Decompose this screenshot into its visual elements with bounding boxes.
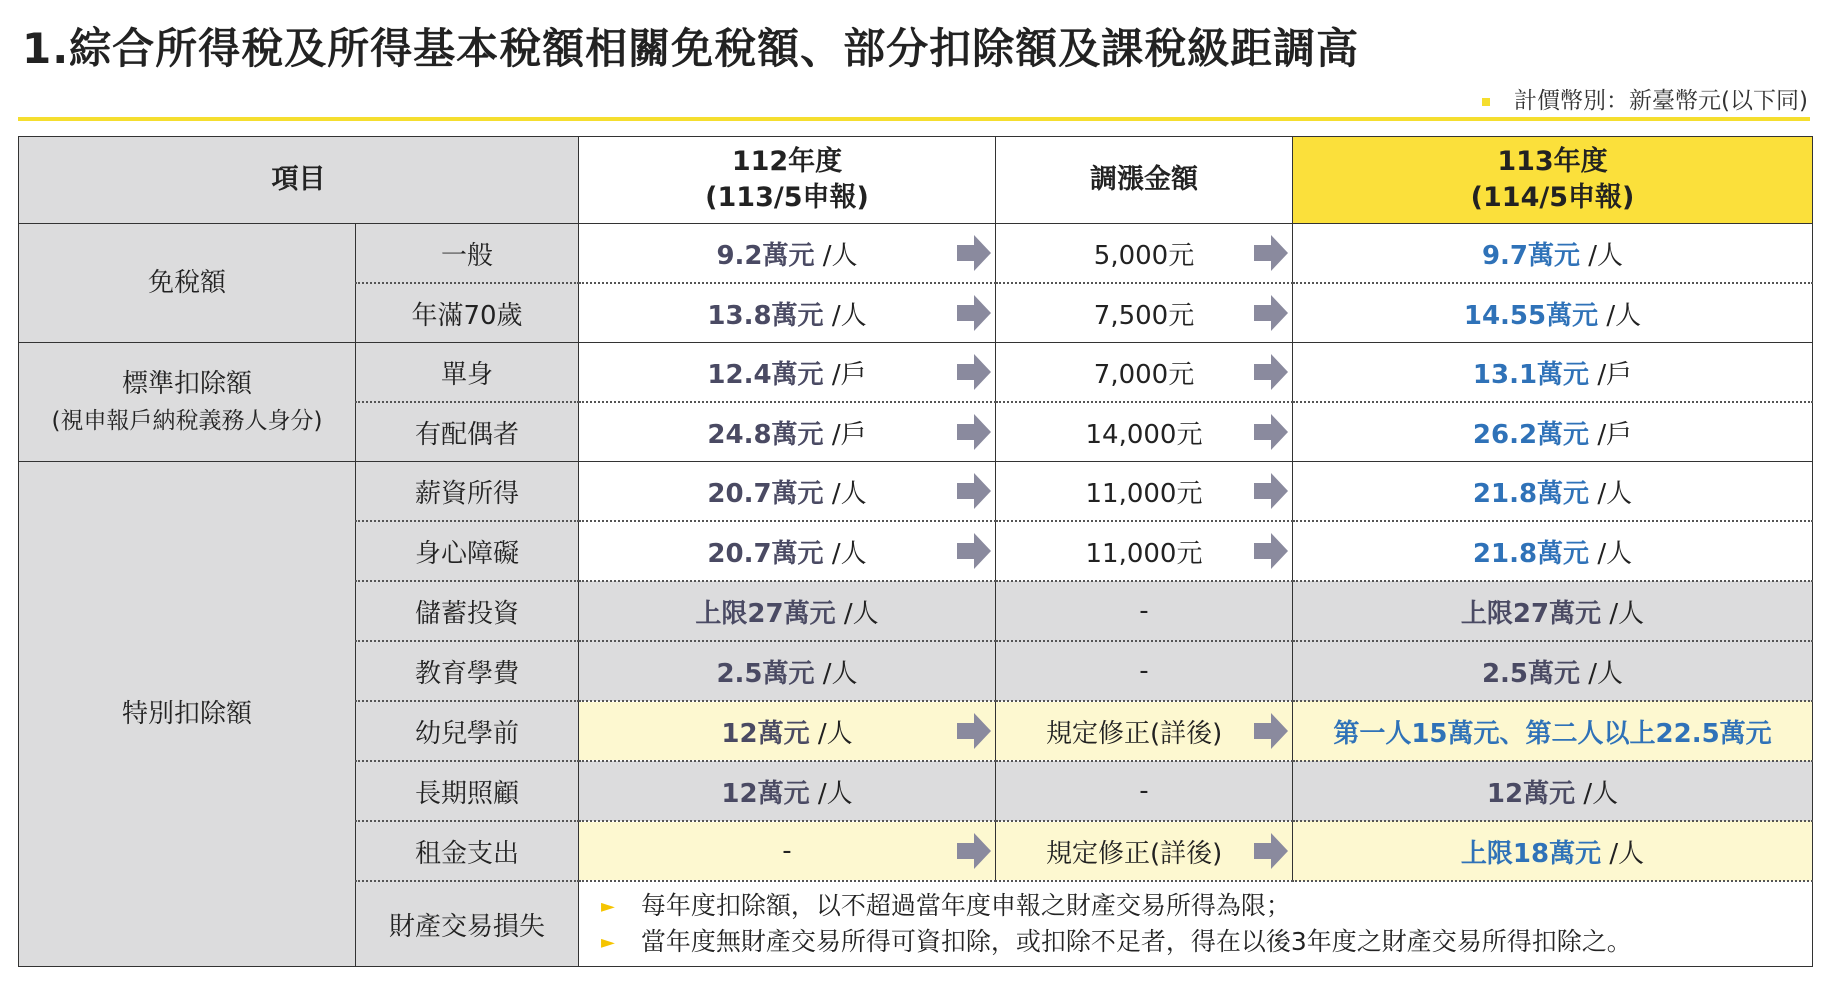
header-112: [579, 137, 996, 224]
row-item-label: 長期照顧: [356, 761, 579, 821]
value-113-amount: 上限27萬元: [1460, 598, 1602, 629]
increase-amount: [996, 641, 1293, 701]
increase-amount: [996, 581, 1293, 641]
value-113-unit: /戶: [1589, 419, 1633, 450]
increase-text: -: [1139, 776, 1149, 806]
value-112: [579, 283, 996, 343]
row-item-label: 單身: [356, 343, 579, 403]
increase-text: 14,000元: [1085, 419, 1203, 450]
increase-text: -: [1139, 656, 1149, 686]
increase-text: 規定修正(詳後): [1046, 838, 1223, 869]
increase-amount: [996, 761, 1293, 821]
header-item: 項目: [19, 137, 579, 224]
right-arrow-icon: [957, 833, 991, 869]
value-112: [579, 402, 996, 462]
value-112-unit: /人: [835, 598, 879, 629]
value-112-unit: /戶: [823, 359, 867, 390]
value-113: [1293, 462, 1813, 522]
value-113-amount: 21.8萬元: [1472, 538, 1590, 569]
increase-amount: [996, 283, 1293, 343]
increase-text: 11,000元: [1085, 538, 1203, 569]
right-arrow-icon: [1254, 235, 1288, 271]
right-arrow-icon: [957, 414, 991, 450]
note-text: 每年度扣除額，以不超過當年度申報之財產交易所得為限；: [640, 890, 1291, 920]
right-arrow-icon: [957, 713, 991, 749]
value-113-unit: /人: [1575, 778, 1619, 809]
value-113-unit: /戶: [1589, 359, 1633, 390]
value-112-unit: /人: [814, 240, 858, 271]
value-113-unit: /人: [1589, 478, 1633, 509]
right-arrow-icon: [1254, 533, 1288, 569]
value-113: [1293, 283, 1813, 343]
value-113-amount: 第一人15萬元、第二人以上22.5萬元: [1333, 718, 1772, 749]
value-113-amount: 26.2萬元: [1472, 419, 1590, 450]
increase-amount: [996, 821, 1293, 881]
increase-amount: [996, 402, 1293, 462]
increase-amount: [996, 521, 1293, 581]
value-113: [1293, 521, 1813, 581]
header-increase: 調漲金額: [996, 137, 1293, 224]
header-113-filing: (114/5申報): [1470, 182, 1635, 213]
right-arrow-icon: [1254, 414, 1288, 450]
value-113: [1293, 761, 1813, 821]
increase-text: 5,000元: [1093, 240, 1195, 271]
value-112-amount: 13.8萬元: [707, 300, 824, 331]
value-112: [579, 581, 996, 641]
value-112-unit: /人: [809, 778, 853, 809]
currency-note: [1482, 82, 1808, 115]
value-112: [579, 462, 996, 522]
right-arrow-icon: [957, 295, 991, 331]
row-item-label: 年滿70歲: [356, 283, 579, 343]
value-112-amount: 20.7萬元: [707, 538, 824, 569]
note-line: [601, 888, 1812, 924]
right-arrow-icon: [957, 235, 991, 271]
value-112-amount: 20.7萬元: [707, 478, 824, 509]
value-112-amount: 上限27萬元: [695, 598, 836, 629]
value-113: [1293, 581, 1813, 641]
row-item-label: 身心障礙: [356, 521, 579, 581]
table-row: [19, 224, 1813, 284]
table-row: [19, 462, 1813, 522]
page-title: 1.綜合所得稅及所得基本稅額相關免稅額、部分扣除額及課稅級距調高: [22, 24, 1360, 73]
value-113: [1293, 821, 1813, 881]
increase-amount: [996, 224, 1293, 284]
table-row: [19, 343, 1813, 403]
group-special-deduction: 特別扣除額: [19, 462, 356, 967]
row-item-label: 財產交易損失: [356, 881, 579, 967]
row-item-label: 有配偶者: [356, 402, 579, 462]
value-113: [1293, 701, 1813, 761]
value-112-amount: 9.2萬元: [716, 240, 815, 271]
value-113-unit: /人: [1589, 538, 1633, 569]
row-item-label: 儲蓄投資: [356, 581, 579, 641]
group-standard-title: 標準扣除額: [121, 368, 252, 399]
value-113: [1293, 224, 1813, 284]
value-113-amount: 21.8萬元: [1472, 478, 1590, 509]
value-113-amount: 2.5萬元: [1481, 658, 1581, 689]
value-113: [1293, 641, 1813, 701]
increase-amount: [996, 343, 1293, 403]
value-112-unit: /人: [809, 718, 853, 749]
value-112-amount: 12萬元: [721, 718, 810, 749]
triangle-bullet-icon: ►: [601, 895, 615, 917]
title-underline: [18, 117, 1810, 121]
row-item-label: 薪資所得: [356, 462, 579, 522]
value-112: [579, 641, 996, 701]
increase-text: -: [1139, 596, 1149, 626]
value-113-amount: 9.7萬元: [1481, 240, 1581, 271]
increase-text: 7,500元: [1093, 300, 1195, 331]
value-112-amount: 24.8萬元: [707, 419, 824, 450]
group-standard-note: (視申報戶納稅義務人身分): [51, 408, 323, 434]
right-arrow-icon: [1254, 713, 1288, 749]
value-112-amount: 2.5萬元: [716, 658, 815, 689]
square-bullet-icon: [1482, 98, 1490, 106]
header-112-filing: (113/5申報): [705, 182, 869, 213]
right-arrow-icon: [1254, 354, 1288, 390]
header-113: [1293, 137, 1813, 224]
group-standard-deduction: [19, 343, 356, 462]
row-item-label: 教育學費: [356, 641, 579, 701]
value-112-amount: 12.4萬元: [707, 359, 824, 390]
row-item-label: 租金支出: [356, 821, 579, 881]
value-112: [579, 343, 996, 403]
tax-table: [18, 136, 1813, 967]
value-113-amount: 13.1萬元: [1472, 359, 1590, 390]
value-113: [1293, 402, 1813, 462]
note-line: [601, 924, 1812, 960]
value-112-unit: /戶: [823, 419, 867, 450]
value-112: [579, 521, 996, 581]
value-112-unit: /人: [823, 478, 867, 509]
row-item-label: 幼兒學前: [356, 701, 579, 761]
value-112: [579, 224, 996, 284]
value-112: [579, 701, 996, 761]
value-113-amount: 14.55萬元: [1463, 300, 1599, 331]
group-exemption: 免稅額: [19, 224, 356, 343]
value-113: [1293, 343, 1813, 403]
currency-note-text: 計價幣別：新臺幣元(以下同): [1514, 88, 1808, 114]
value-113-unit: /人: [1601, 838, 1645, 869]
header-113-year: 113年度: [1497, 145, 1608, 177]
increase-text: 7,000元: [1093, 359, 1195, 390]
value-113-amount: 上限18萬元: [1460, 838, 1602, 869]
increase-amount: [996, 462, 1293, 522]
value-112-unit: /人: [823, 538, 867, 569]
value-112-unit: /人: [814, 658, 858, 689]
right-arrow-icon: [1254, 833, 1288, 869]
increase-text: 11,000元: [1085, 478, 1203, 509]
right-arrow-icon: [1254, 295, 1288, 331]
value-112-amount: -: [782, 836, 792, 866]
value-112-amount: 12萬元: [721, 778, 810, 809]
value-113-unit: /人: [1598, 300, 1642, 331]
triangle-bullet-icon: ►: [601, 931, 615, 953]
row-item-label: 一般: [356, 224, 579, 284]
right-arrow-icon: [957, 533, 991, 569]
header-112-year: 112年度: [731, 145, 843, 177]
value-112: [579, 761, 996, 821]
property-loss-notes: [579, 881, 1813, 967]
right-arrow-icon: [1254, 473, 1288, 509]
increase-text: 規定修正(詳後): [1046, 718, 1223, 749]
value-113-unit: /人: [1601, 598, 1645, 629]
right-arrow-icon: [957, 473, 991, 509]
right-arrow-icon: [957, 354, 991, 390]
value-113-amount: 12萬元: [1486, 778, 1576, 809]
table-header-row: [19, 137, 1813, 224]
increase-amount: [996, 701, 1293, 761]
value-112-unit: /人: [823, 300, 867, 331]
value-112: [579, 821, 996, 881]
note-text: 當年度無財產交易所得可資扣除，或扣除不足者，得在以後3年度之財產交易所得扣除之。: [640, 927, 1632, 956]
value-113-unit: /人: [1580, 240, 1624, 271]
value-113-unit: /人: [1580, 658, 1624, 689]
